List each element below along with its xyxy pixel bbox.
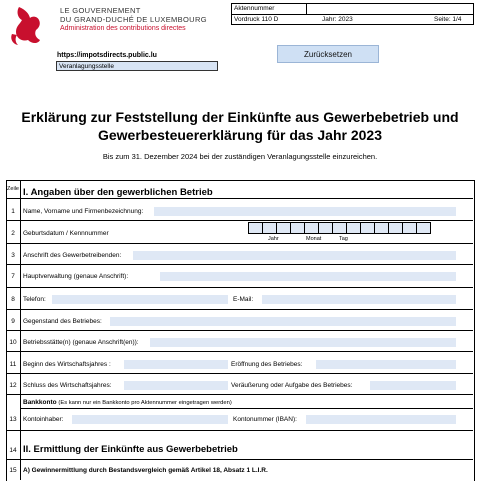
phone-label: Telefon: (23, 296, 46, 303)
birthdate-label: Geburtsdatum / Kennnummer (23, 230, 109, 237)
address-label: Anschrift des Gewerbetreibenden: (23, 252, 122, 259)
row-number-8: 8 (11, 296, 15, 303)
business-purpose-label: Gegenstand des Betriebes: (23, 318, 102, 325)
divider (6, 330, 473, 331)
email-label: E-Mail: (233, 296, 254, 303)
row-number-3: 3 (11, 252, 15, 259)
profit-method-heading: A) Gewinnermittlung durch Bestandsvergleich gemäß Artikel 18, Absatz 1 L.I.R. (23, 467, 268, 474)
government-header (60, 6, 207, 33)
premises-label: Betriebsstätte(n) (genaue Anschrift(en)): (23, 339, 139, 346)
divider (6, 198, 473, 199)
page-subtitle: Bis zum 31. Dezember 2024 bei der zuständigen Veranlagungsstelle einzureichen. (102, 152, 378, 161)
date-month-caption: Monat (306, 236, 322, 242)
date-day-caption: Tag (339, 236, 348, 242)
address-field[interactable] (133, 251, 456, 260)
gov-line-3: Administration des contributions directes (60, 25, 186, 32)
row-number-10: 10 (9, 339, 17, 346)
premises-field[interactable] (150, 338, 456, 347)
divider (6, 394, 473, 395)
birthdate-field[interactable] (248, 222, 431, 234)
email-field[interactable] (262, 295, 456, 304)
divider (6, 220, 473, 221)
divider (6, 264, 473, 265)
business-sale-label: Veräußerung oder Aufgabe des Betriebes: (231, 382, 353, 389)
bank-account-heading (23, 399, 232, 406)
divider (6, 243, 473, 244)
divider (6, 351, 473, 352)
veranlagungsstelle-field[interactable]: Veranlagungsstelle (56, 61, 218, 71)
fiscal-year-end-field[interactable] (124, 381, 228, 390)
head-office-field[interactable] (160, 272, 456, 281)
vordruck-label: Vordruck 110 D (234, 16, 279, 23)
divider (20, 408, 473, 409)
business-opening-field[interactable] (316, 360, 456, 369)
zeile-header: Zeile (7, 186, 19, 192)
aktennummer-field[interactable] (306, 4, 474, 14)
row-number-14: 14 (9, 447, 17, 454)
account-holder-label: Kontoinhaber: (23, 416, 64, 423)
iban-field[interactable] (306, 415, 456, 424)
title-line-1: Erklärung zur Feststellung der Einkünfte aus Gewerbebetrieb und (21, 109, 459, 125)
row-number-2: 2 (11, 230, 15, 237)
gov-line-2: DU GRAND-DUCHÉ DE LUXEMBOURG (60, 15, 207, 24)
page-title (0, 108, 480, 144)
business-purpose-field[interactable] (110, 317, 456, 326)
section-1-title: I. Angaben über den gewerblichen Betrieb (23, 187, 213, 198)
divider (6, 309, 473, 310)
website-url: https://impotsdirects.public.lu (57, 52, 157, 59)
seite-label: Seite: 1/4 (434, 16, 462, 23)
phone-field[interactable] (52, 295, 228, 304)
name-label: Name, Vorname und Firmenbezeichnung: (23, 208, 144, 215)
row-number-15: 15 (9, 467, 17, 474)
row-number-13: 13 (9, 416, 17, 423)
divider (6, 459, 473, 460)
title-line-2: Gewerbesteuererklärung für das Jahr 2023 (97, 127, 383, 143)
account-holder-field[interactable] (72, 415, 228, 424)
jahr-label: Jahr: 2023 (322, 16, 353, 23)
fiscal-year-start-field[interactable] (124, 360, 228, 369)
row-number-1: 1 (11, 208, 15, 215)
date-year-caption: Jahr (268, 236, 279, 242)
form-id-box (231, 3, 474, 25)
bank-account-title: Bankkonto (23, 399, 57, 406)
divider (6, 430, 473, 431)
row-number-9: 9 (11, 318, 15, 325)
bank-account-note: (Es kann nur ein Bankkonto pro Aktennummer eingetragen werden) (58, 400, 232, 406)
business-sale-field[interactable] (370, 381, 456, 390)
iban-label: Kontonummer (IBAN): (233, 416, 297, 423)
reset-button[interactable]: Zurücksetzen (277, 45, 379, 63)
divider (6, 287, 473, 288)
divider (6, 373, 473, 374)
fiscal-year-end-label: Schluss des Wirtschaftsjahres: (23, 382, 112, 389)
row-number-12: 12 (9, 382, 17, 389)
fiscal-year-start-label: Beginn des Wirtschaftsjahres : (23, 361, 111, 368)
luxembourg-lion-logo (6, 4, 50, 48)
gov-line-1: LE GOUVERNEMENT (60, 6, 141, 15)
head-office-label: Hauptverwaltung (genaue Anschrift): (23, 273, 129, 280)
aktennummer-label: Aktennummer (234, 5, 275, 12)
row-number-7: 7 (11, 273, 15, 280)
business-opening-label: Eröffnung des Betriebes: (231, 361, 303, 368)
name-field[interactable] (154, 207, 456, 216)
row-number-11: 11 (9, 361, 17, 368)
section-2-title: II. Ermittlung der Einkünfte aus Gewerbebetrieb (23, 444, 238, 455)
